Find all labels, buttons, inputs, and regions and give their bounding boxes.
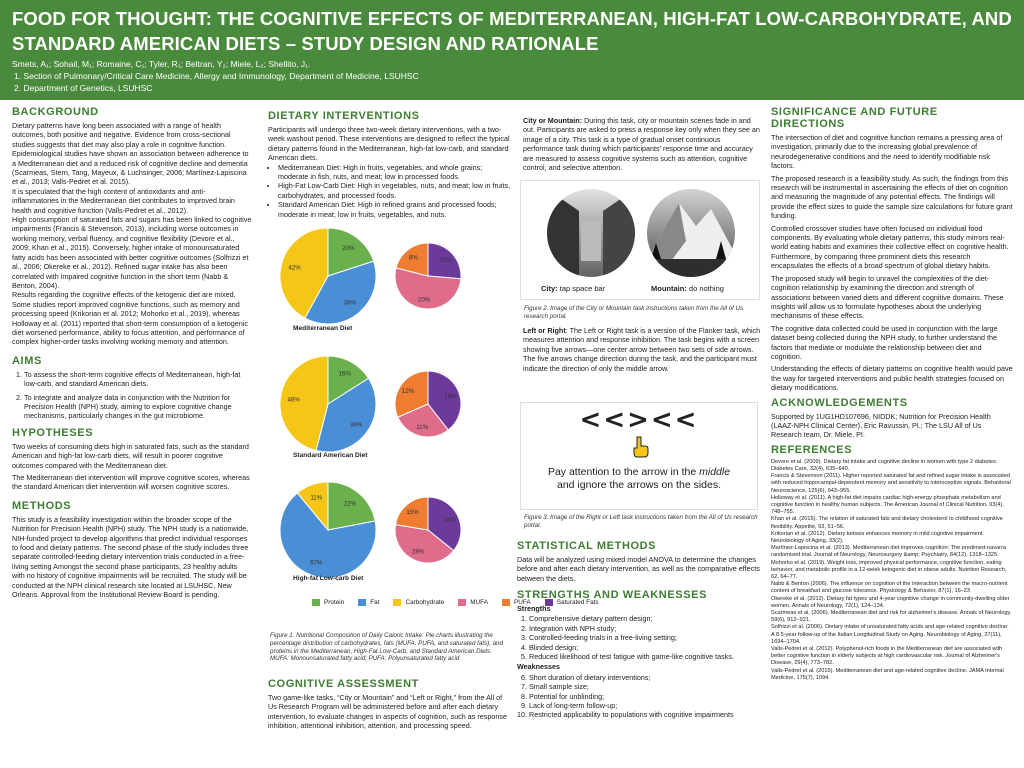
aim-item: 2. To integrate and analyze data in conjunction with the Nutrition for Precision Health (NPH) study, aiming to explore cognitive change mechanisms, particularly changes in the gut microbiome.	[24, 393, 252, 421]
significance-section	[771, 106, 1013, 393]
legend-swatch	[393, 599, 401, 606]
pie-data-label: 67%	[310, 559, 323, 567]
strength-item: 4. Blinded design;	[529, 643, 761, 652]
legend-item	[312, 599, 344, 606]
weaknesses-label: Weaknesses	[517, 662, 561, 672]
reference-item: Valls-Pedret et al. (2012). Polyphenol-rich foods in the Mediterranean diet are associated with better cognitive function in elderly subjects at high cardiovascular risk. Journal of Alzheimer's Disease, 29(4), 773–782.	[771, 646, 1003, 667]
pie-data-label: 38%	[349, 421, 363, 429]
city-mountain-images	[521, 181, 759, 299]
hypothesis-para: The Mediterranean diet intervention will improve cognitive scores, whereas the standard American diet intervention will worsen cognitive scores.	[12, 473, 250, 492]
left-right-figure	[520, 402, 758, 510]
aims-heading: AIMS	[12, 354, 42, 367]
background-para: Dietary patterns have long been associated with a range of health outcomes, both positive and negative. Evidence from cross-sectional studies suggests that diet may also play a role in cognitive function.	[12, 121, 231, 149]
significance-para: Understanding the effects of dietary patterns on cognitive health would pave the way for targeted interventions and public health strategies focused on dietary modifications.	[771, 364, 1013, 393]
strengths-section	[517, 589, 761, 720]
poster-header	[0, 0, 1024, 100]
diet-bullet: • Standard American Diet: High in refined grains and processed foods; moderate in meat; low in fruits, vegetables, and nuts.	[278, 200, 512, 219]
dietary-heading: DIETARY INTERVENTIONS	[268, 110, 420, 122]
chart-title-hflc: High-fat Low-carb Diet	[293, 575, 364, 582]
legend-swatch	[458, 599, 466, 606]
pie-data-label: 11%	[310, 494, 323, 502]
column-2	[268, 110, 512, 219]
significance-para: The proposed study will begin to unravel the complexities of the diet-cognition relationship by examining the direction and strength of associations between varied diets and different cognitive domains. These insights will allow us to formulate hypotheses about the underlying mechanisms of these effects.	[771, 273, 1004, 321]
references-heading: REFERENCES	[771, 443, 853, 456]
significance-para: The intersection of diet and cognitive function remains a pressing area of investigation, primarily due to the increasing global prevalence of neurodegenerative conditions and the need to identify modifiable risk factors.	[771, 133, 1003, 171]
strengths-label: Strengths	[517, 604, 551, 613]
legend-item	[458, 599, 488, 606]
authors: Smets, A₁; Sohail, M₁; Romaine, C₁; Tyler, R₁; Beltran, Y₂; Miele, L₂; Shellito, J₁.	[12, 59, 311, 69]
significance-para: The cognitive data collected could be used in conjunction with the large dataset being collected during the NPH study, to further understand the factors that mediate or modulate the relationship between diet and cognition.	[771, 323, 998, 361]
pie-data-label: 8%	[408, 254, 418, 262]
city-mountain-text	[523, 116, 761, 175]
significance-heading: SIGNIFICANCE AND FUTURE DIRECTIONS	[771, 106, 938, 130]
cognitive-section	[268, 678, 512, 734]
statistical-section	[517, 540, 761, 586]
diet-bullet: • Mediterranean Diet: High in fruits, vegetables, and whole grains; moderate in fish, nuts, and meat; low in processed foods.	[278, 163, 512, 182]
pie-data-label: 20%	[417, 296, 431, 304]
hypotheses-section	[12, 427, 252, 492]
legend-label: MUFA	[470, 599, 488, 607]
affiliation-1: 1. Section of Pulmonary/Critical Care Medicine, Allergy and Immunology, Department of Medicine, LSUHSC	[14, 71, 419, 81]
affiliation-2: 2. Department of Genetics, LSUHSC	[14, 83, 153, 93]
background-heading: BACKGROUND	[12, 106, 99, 118]
reference-item: Mohorko et al. (2019). Weight loss, improved physical performance, cognitive function, eating behavior, and metabolic profile in a 12-week ketogenic diet in obese adults. Nutrition Research, 62, 64–77.	[771, 559, 1007, 581]
pie-data-label: 42%	[288, 264, 301, 272]
reference-item: Valls-Pedret et al. (2015). Mediterranean diet and age-related cognitive decline. JAMA Internal Medicine, 175(7), 1094.	[771, 667, 1004, 681]
chart-title-mediterranean: Mediterranean Diet	[293, 325, 353, 332]
hypothesis-para: Two weeks of consuming diets high in saturated fats, such as the standard American and high-fat low-carb diets, will result in poorer cognitive outcomes compared with the Mediterranean diet.	[12, 441, 249, 470]
methods-text: This study is a feasibility investigation within the broader scope of the Nutrition for Precision Health (NPH) study. The NPH study is a nationwide, NIH-funded project to develop algorithms that predict individual responses to food and dietary patterns. The second phase of the study includes three separate controlled-feeding dietary intervention trials conducted in a free-living setting Amongst the second phase participants, 23 healthy adults with no history of cognitive impairments will be recruited. The study will be conducted at the NPH clinical research site located at LSUHSC, New Orleans. Approval from the Institutional Review Board is pending.	[12, 514, 249, 600]
left-right-text	[523, 326, 761, 376]
diet-pie-charts	[262, 228, 522, 608]
reference-item: Martínez-Lapiscina et al. (2013). Mediterranean diet improves cognition: The predimed-navarra randomised trial. Journal of Neurology, Neurosurgery &amp; Psychiatry, 84(12), 1318–1325.	[771, 545, 1006, 559]
pie-data-label: 46%	[287, 396, 300, 404]
reference-item: Okereke et al. (2012). Dietary fat types and 4-year cognitive change in community-dwelling older women. Annals of Neurology, 72(1), 124–134.	[771, 595, 1010, 609]
legend-item	[358, 599, 379, 606]
reference-item: Krikorian et al. (2012). Dietary ketosis enhances memory in mild cognitive impairment. Neurobiology of Aging, 33(2).	[771, 530, 984, 545]
legend-swatch	[312, 599, 320, 606]
background-section	[12, 106, 252, 347]
reference-item: Scarmeas et al. (2006). Mediterranean diet and risk for alzheimer's disease. Annals of Neurology, 59(6), 912–921.	[771, 610, 1012, 624]
leftright-lead: Left or Right	[523, 326, 566, 335]
weakness-item: 8. Potential for unblinding;	[529, 692, 761, 701]
reference-item: Francis & Stevenson (2011). Higher reported saturated fat and refined sugar intake is associated with reduced hippocampal-dependent memory and sensitivity to interoceptive signals. Behavioral Neuroscience, 125(6), 943–955.	[771, 473, 1011, 494]
legend-label: Protein	[324, 599, 345, 607]
significance-para: The proposed research is a feasibility study. As such, the findings from this research will be instrumental in ascertaining the effects of diet on cognition and measuring the magnitude of any potential effects. The findings will provide the effect sizes to guide the sample size calculations for future grant funding.	[771, 173, 1013, 221]
background-para: It is speculated that the high content of antioxidants and anti-inflammatories in the Mediterranean diet contributes to improved brain health and cognitive function (Valls-Pedret et al., 2012).	[12, 186, 235, 215]
strength-item: 1. Comprehensive dietary pattern design;	[529, 614, 761, 623]
diet-bullet: • High-Fat Low-Carb Diet: High in vegetables, nuts, and meat; low in fruits, carbohydrates, and processed foods.	[278, 181, 512, 200]
flanker-arrows: <<><<	[579, 405, 699, 435]
strength-item: 2. Integration with NPH study;	[529, 624, 761, 633]
pie-data-label: 38%	[343, 299, 357, 307]
references-list	[771, 459, 1013, 682]
city-mountain-figure	[520, 180, 760, 300]
column-4	[771, 106, 1013, 682]
pie-data-label: 22%	[343, 500, 357, 508]
pointing-hand-icon	[628, 435, 650, 459]
legend-swatch	[358, 599, 366, 606]
cognitive-text: Two game-like tasks, “City or Mountain” and “Left or Right,” from the All of Us Research Program will be administered before and after each dietary intervention, to evaluate changes in aspects of cognition, such as response inhibition, attentional inhibition, attention, and processing speed.	[268, 693, 507, 731]
strengths-list	[517, 614, 761, 661]
pie-data-label: 15%	[444, 393, 457, 401]
acknowledgements-heading: ACKNOWLEDGEMENTS	[771, 396, 908, 409]
reference-item: Nabb & Benton (2006). The influence on cognition of the interaction between the macro-nutrient content of breakfast and glucose tolerance. Physiology & Behavior, 87(1), 16–23	[771, 581, 1008, 595]
strengths-heading: STRENGTHS AND WEAKNESSES	[517, 589, 708, 601]
acknowledgements-section	[771, 397, 1013, 440]
reference-item: Holloway et al. (2011). A high-fat diet impairs cardiac high-energy phosphate metabolism and cognitive function in healthy human subjects. The American Journal of Clinical Nutrition, 93(4), 748–755.	[771, 494, 1004, 516]
city-text: During this task, city or mountain scenes fade in and out. Participants are asked to press a response key only when they see an image of a city. This task is a type of gradual onset continuous performance task during which participants' response time and accuracy are measured to assess cognitive systems such as attention, cognitive control, and selective attention.	[523, 116, 760, 173]
hypotheses-heading: HYPOTHESES	[12, 426, 94, 439]
background-para: Results regarding the cognitive effects of the ketogenic diet are mixed. Some studies report improved cognitive functions, such as memory and processing speed (Krikorian et al. 2012; Mohorko et al., 2019), whereas Holloway et al. (2011) reported that short-term consumption of a ketogenic diet worsened performance, ability to focus attention, and performance of complex higher-order tasks involving working memory and attention.	[12, 290, 248, 347]
figure-1-caption: Figure 1. Nutritional Composition of Daily Caloric Intake: Pie charts illustrating the percentage distribution of carbohydrates, fats (MUFA, PUFA, and saturated fats), and proteins in the Mediterranean, High-Fat Low-Carb, and Standard American Diets. MUFA: Monounsaturated fatty acid; PUFA: Polyunsaturated fatty acid	[270, 632, 503, 663]
references-section	[771, 444, 1013, 682]
weakness-item: 7. Small sample size;	[529, 682, 761, 691]
reference-item: Khan et al. (2015). The relation of saturated fats and dietary cholesterol to childhood cognitive flexibility. Appetite, 93, 51–56.	[771, 516, 1003, 530]
aim-item: 1. To assess the short-term cognitive effects of Mediterranean, high-fat low-carb, and standard American diets.	[24, 370, 252, 389]
methods-section	[12, 500, 252, 600]
weaknesses-list	[517, 673, 761, 720]
acknowledgements-text: Supported by 1UG1HD107696, NIDDK; Nutrition for Precision Health (LAAZ-NPH Clinical Center), Eric Ravussin, PI.; The LSU All of Us Research team, Dr. Miele, PI.	[771, 411, 991, 440]
legend-label: Carbohydrate	[405, 599, 445, 607]
dietary-intro: Participants will undergo three two-week dietary interventions, with a two-week washout period. These interventions are designed to reflect the typical dietary patterns found in the Mediterranean, high-fat low-carb, and standard American diets.	[268, 125, 510, 163]
strength-item: 3. Controlled-feeding trials in a free-living setting;	[529, 633, 761, 642]
background-para: Epidemiological studies have shown an association between adherence to a Mediterranean diet and a reduced risk of cognitive decline and dementia (Scarmeas, Stern, Tang, Mayeux, & Luchsinger, 2006; Martínez-Lapiscina et al., 2013; Valls-Pedret et al. 2015).	[12, 149, 249, 187]
pie-data-label: 11%	[416, 424, 429, 432]
city-lead: City or Mountain:	[523, 116, 583, 125]
weakness-item: 9. Lack of long-term follow-up;	[529, 701, 761, 710]
methods-heading: METHODS	[12, 499, 72, 512]
reference-item: Devore et al. (2009). Dietary fat intake and cognitive decline in women with type 2 diabetes. Diabetes Care, 32(4), 635–640.	[771, 458, 998, 472]
mountain-instruction: Mountain: do nothing	[651, 284, 724, 293]
pie-data-label: 16%	[338, 370, 351, 378]
legend-label: Fat	[370, 599, 380, 607]
legend-swatch	[502, 599, 510, 606]
cognitive-heading: COGNITIVE ASSESSMENT	[268, 678, 419, 690]
aims-section	[12, 355, 252, 421]
significance-para: Controlled crossover studies have often focused on individual food components. By evaluating whole dietary patterns, this study mirrors real-world eating habits and examines their collective effect on cognitive health. Furthermore, by comparing three prominent diets this research encapsulates the effects of a broad spectrum of global dietary habits.	[771, 223, 1009, 271]
weakness-item: 10. Restricted applicability to populations with cognitive impairments	[529, 710, 761, 719]
background-para: High consumption of saturated fats and sugars has been linked to cognitive impairments (Francis & Stevenson, 2013), including worse outcomes in working memory, verbal fluency, and cognitive flexibility (Devore et al., 2009; Khan et al., 2015). Conversely, higher intake of monounsaturated fatty acids has been associated with better cognitive outcomes (Solfrizzi et al., 2006; Okereke et al., 2012). Refined sugar intake has also been correlated with impaired cognitive function in the short term (Nabb & Benton, 2004).	[12, 215, 252, 290]
pie-data-label: 24%	[443, 516, 456, 524]
pie-data-label: 28%	[412, 548, 425, 556]
reference-item: Solfrizzi et al. (2006). Dietary intake of unsaturated fatty acids and age-related cognitive decline: A 8.5-year follow-up of the Italian Longitudinal Study on Aging. Neurobiology of Aging, 27(11), 1694–1704.	[771, 624, 1009, 645]
column-1	[12, 106, 252, 602]
mountain-photo	[641, 186, 741, 289]
legend-item	[393, 599, 444, 606]
statistical-text: Data will be analyzed using mixed model ANOVA to determine the changes before and after each dietary intervention, as well as the comparative effects between the diets.	[517, 555, 760, 583]
statistical-heading: STATISTICAL METHODS	[517, 540, 657, 552]
city-instruction: City: tap space bar	[541, 284, 606, 293]
flanker-instruction: Pay attention to the arrow in the middle and ignore the arrows on the sides.	[547, 466, 731, 491]
weakness-item: 6. Short duration of dietary interventions;	[529, 673, 761, 682]
poster-title: FOOD FOR THOUGHT: THE COGNITIVE EFFECTS OF MEDITERRANEAN, HIGH-FAT LOW-CARBOHYDRATE, AND STANDARD AMERICAN DIETS – STUDY DESIGN AND RATIONALE	[12, 8, 1012, 54]
pie-data-label: 10%	[439, 256, 452, 264]
strength-item: 5. Reduced likelihood of test fatigue with game-like cognitive tasks.	[529, 652, 761, 661]
figure-2-caption: Figure 2. Image of the City or Mountain task instructions taken from the All of Us research portal.	[524, 305, 744, 320]
pie-data-label: 15%	[406, 508, 419, 516]
pie-data-label: 12%	[401, 388, 415, 396]
figure-3-caption: Figure 3. Image of the Right or Left task instructions taken from the All of Us research portal.	[524, 514, 758, 529]
legend-label: Saturated Fats	[556, 599, 599, 607]
chart-title-standard-american: Standard American Diet	[293, 452, 368, 459]
leftright-text: : The Left or Right task is a version of the Flanker task, which measures attention and response inhibition. The task begins with a screen showing five arrows—one center arrow between two sets of side arrows. The five arrows change direction during the task, and the participant must indicate the direction of only the middle arrow.	[523, 326, 761, 373]
city-photo	[541, 186, 641, 286]
pie-data-label: 20%	[342, 245, 355, 253]
legend-label: PUFA	[513, 599, 531, 607]
